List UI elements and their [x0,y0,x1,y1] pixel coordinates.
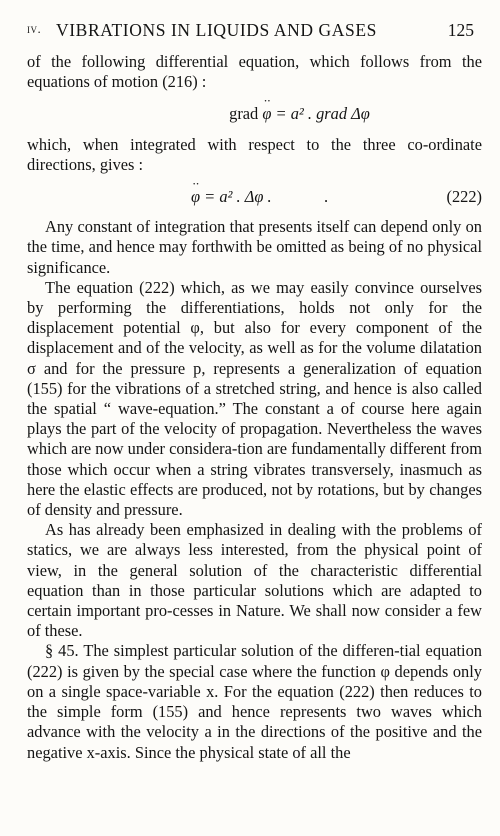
paragraph-continuation: of the following differential equation, which follows from the equations of motion (216) : [27,52,482,92]
paragraph-integration: which, when integrated with respect to the three co-ordinate directions, gives : [27,134,482,174]
page-number: 125 [447,20,474,40]
equation-222-number: (222) [446,187,482,207]
body-text [27,52,482,763]
running-header [27,20,474,42]
equation-grad-rhs: = a² . grad Δφ [271,104,370,124]
equation-grad-prefix: grad [229,104,263,124]
equation-222-leader: . [324,187,329,207]
chapter-number: iv. [27,21,42,36]
equation-grad-phi: ·· φ [262,104,271,124]
paragraph-constant: Any constant of integration that presents itself can depend only on the time, and hence may forthwith be omitted as being of no physical significance. [27,217,482,277]
paragraph-statics: As has already been emphasized in dealing with the problems of statics, we are always less interested, from the physical point of view, in the general solution of the characteristic differential equation than in those particular solutions which are adapted to certain important pro-cesses in Nature. We shall now consider a few of these. [27,520,482,641]
equation-grad [27,104,482,124]
paragraph-section-45: § 45. The simplest particular solution of the differen-tial equation (222) is given by the special case where the function φ depends only on a single space-variable x. For the equation (222) then reduces to the simple form (155) and hence represents two waves which advance with the velocity a in the directions of the positive and the negative x-axis. Since the physical state of all the [27,641,482,762]
equation-222-phi: ·· φ [191,187,200,207]
equation-222 [27,187,482,207]
paragraph-wave-equation: The equation (222) which, as we may easily convince ourselves by performing the differentiations, holds not only for the displacement potential φ, but also for every component of the displacement and of the velocity, as well as for the volume dilatation σ and for the pressure p, represents a generalization of equation (155) for the vibrations of a stretched string, and hence is also called the spatial “ wave-equation.” The constant a of course here again plays the part of the velocity of propagation. Nevertheless the waves which are now under considera-tion are fundamentally different from those which occur when a string vibrates transversely, inasmuch as here the elastic effects are produced, not by rotations, but by changes of density and pressure. [27,277,482,520]
equation-222-rhs: = a² . Δφ . [200,187,272,207]
running-title: VIBRATIONS IN LIQUIDS AND GASES [56,20,377,40]
